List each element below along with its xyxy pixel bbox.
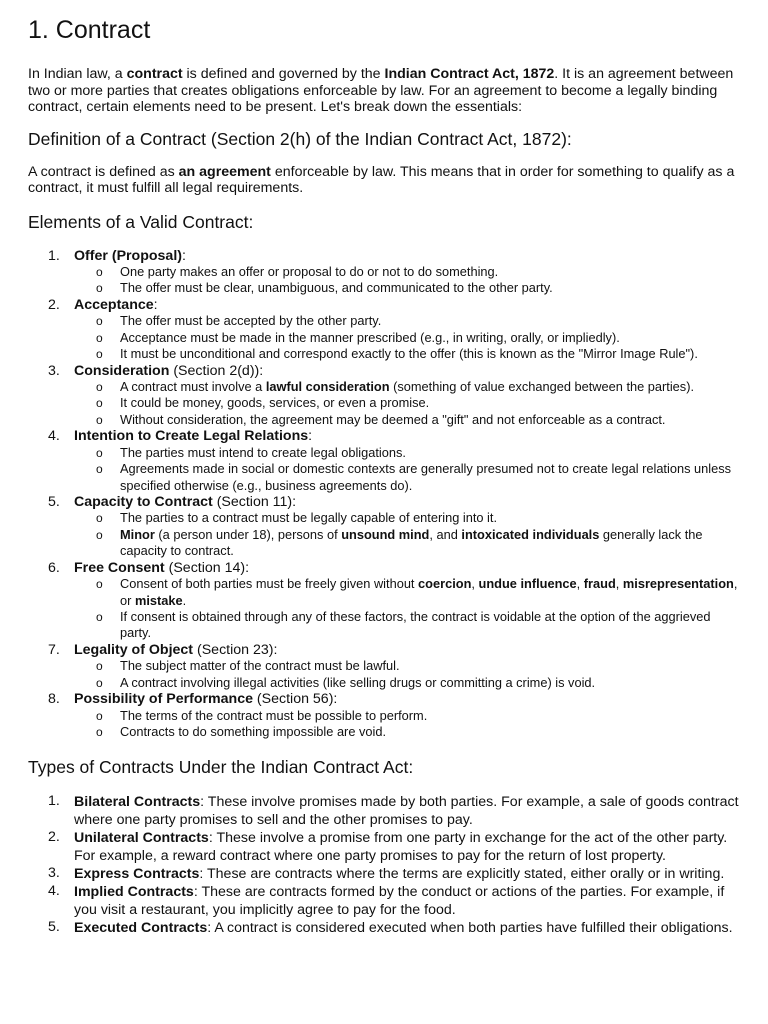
item-title: Bilateral Contracts	[74, 794, 201, 811]
sub-list-item	[74, 412, 744, 428]
bullet-icon: o	[96, 675, 103, 690]
sub-list-item	[74, 724, 744, 740]
sub-list-item	[74, 510, 744, 526]
list-item	[28, 919, 744, 937]
sub-text: , or	[120, 576, 738, 608]
sub-text: ,	[576, 576, 584, 592]
sub-list	[74, 445, 744, 494]
sub-text: Contracts to do something impossible are void.	[120, 724, 387, 740]
sub-list	[74, 658, 744, 691]
sub-list-item	[74, 280, 744, 296]
item-title: Unilateral Contracts	[74, 830, 209, 847]
sub-list-item	[74, 346, 744, 362]
bullet-icon: o	[96, 412, 103, 427]
list-item	[28, 642, 744, 691]
list-item	[28, 428, 744, 494]
list-item	[28, 883, 744, 919]
sub-list-item	[74, 264, 744, 280]
sub-list	[74, 708, 744, 741]
intro-bold-term: Indian Contract Act, 1872	[384, 66, 555, 82]
bullet-icon: o	[96, 708, 103, 723]
list-item	[28, 363, 744, 429]
definition-bold-term: an agreement	[178, 163, 271, 180]
item-title: Intention to Create Legal Relations	[74, 428, 309, 445]
item-title: Implied Contracts	[74, 884, 194, 901]
sub-text: , and	[429, 526, 462, 542]
item-number: 4.	[48, 883, 60, 900]
sub-list-item	[74, 576, 744, 609]
sub-list-item	[74, 658, 744, 674]
sub-list-item	[74, 527, 744, 560]
definition-text: enforceable by law. This means that in order for something to qualify as a contract, it must fulfill all legal requirements.	[28, 163, 735, 196]
item-number: 1.	[48, 247, 60, 264]
item-title: Legality of Object	[74, 641, 194, 658]
sub-list-item	[74, 445, 744, 461]
sub-text: It must be unconditional and correspond exactly to the offer (this is known as the "Mirror Image Rule").	[120, 346, 698, 362]
bullet-icon: o	[96, 281, 103, 296]
sub-text: A contract must involve a	[120, 379, 266, 395]
item-number: 6.	[48, 559, 60, 576]
item-number: 2.	[48, 296, 60, 313]
bullet-icon: o	[96, 725, 103, 740]
intro-text: In Indian law, a	[28, 66, 127, 82]
item-suffix: :	[153, 296, 158, 313]
bullet-icon: o	[96, 380, 103, 395]
sub-bold-term: misrepresentation	[622, 576, 734, 592]
item-text: : A contract is considered executed when both parties have fulfilled their obligations.	[207, 920, 733, 937]
intro-text: . It is an agreement between two or more parties that creates obligations enforceable by law. For an agreement to become a legally binding contract, certain elements need to be present. Let's break down the essentials:	[28, 66, 734, 115]
item-number: 5.	[48, 919, 60, 936]
sub-text: ,	[471, 576, 479, 592]
sub-list-item	[74, 675, 744, 691]
item-suffix: (Section 56):	[252, 691, 338, 708]
types-heading: Types of Contracts Under the Indian Contract Act:	[28, 757, 414, 778]
sub-text: (a person under 18), persons of	[154, 526, 342, 542]
item-number: 1.	[48, 793, 60, 810]
item-number: 3.	[48, 362, 60, 379]
item-text: : These are contracts formed by the conduct or actions of the parties. For example, if you visit a restaurant, you implicitly agree to pay for the food.	[74, 884, 725, 919]
types-list	[28, 793, 744, 937]
sub-text: The offer must be clear, unambiguous, and communicated to the other party.	[120, 280, 553, 296]
sub-list	[74, 264, 744, 297]
sub-text: ,	[615, 576, 623, 592]
sub-list-item	[74, 609, 744, 642]
item-number: 3.	[48, 865, 60, 882]
bullet-icon: o	[96, 330, 103, 345]
sub-list-item	[74, 708, 744, 724]
sub-list-item	[74, 313, 744, 329]
bullet-icon: o	[96, 610, 103, 624]
item-number: 8.	[48, 691, 60, 708]
bullet-icon: o	[96, 445, 103, 460]
item-title: Consideration	[74, 362, 170, 379]
sub-text: One party makes an offer or proposal to do or not to do something.	[120, 264, 499, 279]
sub-text: generally lack the capacity to contract.	[120, 526, 703, 559]
sub-list-item	[74, 395, 744, 411]
item-text: : These are contracts where the terms are explicitly stated, either orally or in writing.	[199, 866, 725, 883]
sub-text: The offer must be accepted by the other party.	[120, 313, 382, 329]
sub-text: The parties to a contract must be legally capable of entering into it.	[120, 510, 498, 526]
sub-list-item	[74, 379, 744, 395]
item-text: : These involve a promise from one party in exchange for the act of the other party. For example, a reward contract where one party promises to pay for the return of lost property.	[74, 830, 728, 865]
item-number: 2.	[48, 829, 60, 846]
item-title: Express Contracts	[74, 866, 200, 883]
item-suffix: (Section 23):	[193, 641, 278, 658]
sub-list	[74, 313, 744, 362]
list-item	[28, 560, 744, 642]
item-number: 7.	[48, 641, 60, 658]
bullet-icon: o	[96, 577, 103, 592]
sub-list	[74, 510, 744, 559]
list-item	[28, 829, 744, 865]
list-item	[28, 793, 744, 829]
bullet-icon: o	[96, 347, 103, 362]
page-title: 1. Contract	[28, 16, 151, 44]
item-text: : These involve promises made by both parties. For example, a sale of goods contract where one party promises to sell and the other promises to pay.	[74, 794, 739, 829]
sub-list-item	[74, 330, 744, 346]
intro-bold-term: contract	[126, 66, 183, 82]
elements-heading: Elements of a Valid Contract:	[28, 211, 254, 232]
sub-bold-term: undue influence	[478, 576, 577, 592]
bullet-icon: o	[96, 511, 103, 526]
item-title: Executed Contracts	[74, 920, 208, 937]
item-title: Free Consent	[74, 559, 165, 576]
definition-text: A contract is defined as	[28, 163, 179, 180]
sub-bold-term: fraud	[583, 576, 616, 592]
sub-bold-term: lawful consideration	[265, 379, 390, 395]
sub-text: The parties must intend to create legal obligations.	[120, 444, 406, 460]
bullet-icon: o	[96, 527, 103, 542]
sub-bold-term: Minor	[120, 526, 155, 542]
list-item	[28, 297, 744, 363]
sub-bold-term: unsound mind	[341, 526, 430, 542]
item-title: Capacity to Contract	[74, 493, 213, 510]
sub-text: Agreements made in social or domestic contexts are generally presumed not to create legal relations unless specified otherwise (e.g., business agreements do).	[120, 461, 732, 493]
sub-list	[74, 379, 744, 428]
item-suffix: :	[308, 428, 313, 445]
bullet-icon: o	[96, 396, 103, 411]
sub-text: The subject matter of the contract must be lawful.	[120, 658, 400, 674]
item-number: 4.	[48, 428, 60, 445]
list-item	[28, 248, 744, 297]
sub-bold-term: intoxicated individuals	[461, 526, 600, 542]
item-number: 5.	[48, 493, 60, 510]
item-suffix: :	[182, 247, 186, 264]
list-item	[28, 865, 744, 883]
sub-list-item	[74, 461, 744, 494]
sub-bold-term: coercion	[418, 576, 472, 592]
definition-paragraph	[28, 164, 744, 197]
sub-list	[74, 576, 744, 642]
sub-bold-term: mistake	[134, 592, 183, 608]
bullet-icon: o	[96, 659, 103, 674]
intro-text: is defined and governed by the	[182, 66, 385, 82]
sub-text: A contract involving illegal activities (like selling drugs or committing a crime) is void.	[120, 674, 596, 690]
sub-text: Without consideration, the agreement may be deemed a "gift" and not enforceable as a contract.	[120, 411, 666, 427]
list-item	[28, 494, 744, 560]
definition-heading: Definition of a Contract (Section 2(h) of the Indian Contract Act, 1872):	[28, 128, 572, 149]
sub-text: It could be money, goods, services, or even a promise.	[120, 395, 430, 411]
item-suffix: (Section 11):	[212, 493, 297, 510]
sub-text: Acceptance must be made in the manner prescribed (e.g., in writing, orally, or impliedly).	[120, 329, 620, 345]
list-item	[28, 691, 744, 740]
item-title: Acceptance	[74, 296, 154, 313]
sub-text: The terms of the contract must be possible to perform.	[120, 707, 428, 723]
item-title: Possibility of Performance	[74, 691, 253, 708]
item-suffix: (Section 2(d)):	[169, 362, 264, 379]
item-suffix: (Section 14):	[164, 559, 250, 576]
bullet-icon: o	[96, 314, 103, 329]
bullet-icon: o	[96, 265, 103, 279]
elements-list	[28, 248, 744, 741]
sub-text: (something of value exchanged between the parties).	[389, 379, 695, 395]
bullet-icon: o	[96, 462, 103, 477]
intro-paragraph	[28, 66, 744, 116]
sub-text: Consent of both parties must be freely given without	[120, 576, 419, 592]
item-title: Offer (Proposal)	[74, 247, 182, 264]
sub-text: .	[182, 592, 187, 608]
sub-text: If consent is obtained through any of these factors, the contract is voidable at the option of the aggrieved party.	[120, 609, 711, 641]
